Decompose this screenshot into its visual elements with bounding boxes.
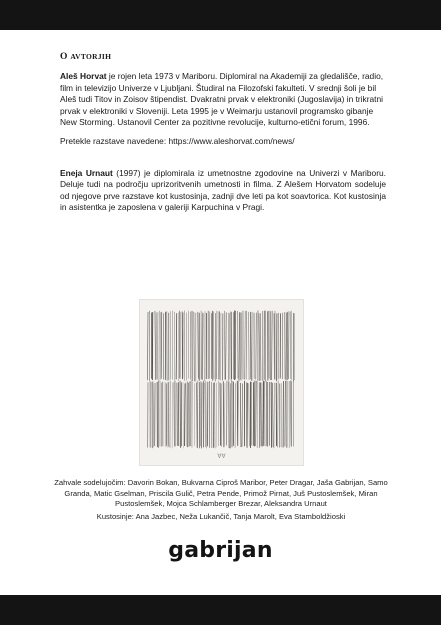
section-heading <box>60 52 386 62</box>
artwork-signature: ∀∀ <box>217 453 226 460</box>
author-1-text: je rojen leta 1973 v Mariboru. Diplomiral na Akademiji za gledališče, radio, film in televizijo Univerze v Ljubljani. Študiral na Filozofski fakulteti. V srednji šoli je bil Aleš tudi Titov in Zoisov štipendist. Dvakratni prvak v elektroniki (Jugoslavija) in trikratni prvak v elektroniki v Sloveniji. Leta 1995 je v Weimarju ustanovil programsko gibanje New Storming. Ustanovil Center za pozitivne revolucije, kulturno-etični forum, 1996. <box>60 71 384 128</box>
author-1-name: Aleš Horvat <box>60 71 107 81</box>
bottom-black-bar <box>0 595 441 625</box>
credits <box>46 478 396 522</box>
author-1-bio <box>60 71 386 129</box>
artwork-lines-drawing <box>140 300 303 465</box>
heading-second: AVTORJIH <box>70 52 112 61</box>
heading-first: O <box>60 52 71 62</box>
about-authors-section <box>60 52 386 214</box>
author-2-bio <box>60 168 386 214</box>
author-2-text: (1997) je diplomirala iz umetnostne zgodovine na Univerzi v Mariboru. Deluje tudi na področju uprizoritvenih umetnosti in filma. Z Alešem Horvatom sodeluje od njegove prve razstave kot kustosinja, zadnji dve leti pa kot soavtorica. Kot kustosinja in asistentka je zaposlena v galeriji Karpuchina v Pragi. <box>60 167 386 213</box>
thanks-text: Zahvale sodelujočim: Davorin Bokan, Bukvarna Ciproš Maribor, Peter Dragar, Jaša Gabrijan, Samo Granda, Matic Gselman, Priscila Gulič, Petra Pende, Primož Pirnat, Juš Pustoslemšek, Miran Pustoslemšek, Mojca Schlamberger Brezar, Aleksandra Urnaut <box>54 478 388 509</box>
gabrijan-logo: gabrijan <box>168 538 273 563</box>
curators-text: Kustosinje: Ana Jazbec, Neža Lukančič, Tanja Marolt, Eva Stamboldžioski <box>96 511 346 521</box>
past-exhibitions: Pretekle razstave navedene: https://www.aleshorvat.com/news/ <box>60 135 295 146</box>
top-black-bar <box>0 0 441 30</box>
artwork-image <box>139 299 304 466</box>
author-2-name: Eneja Urnaut <box>60 167 113 178</box>
